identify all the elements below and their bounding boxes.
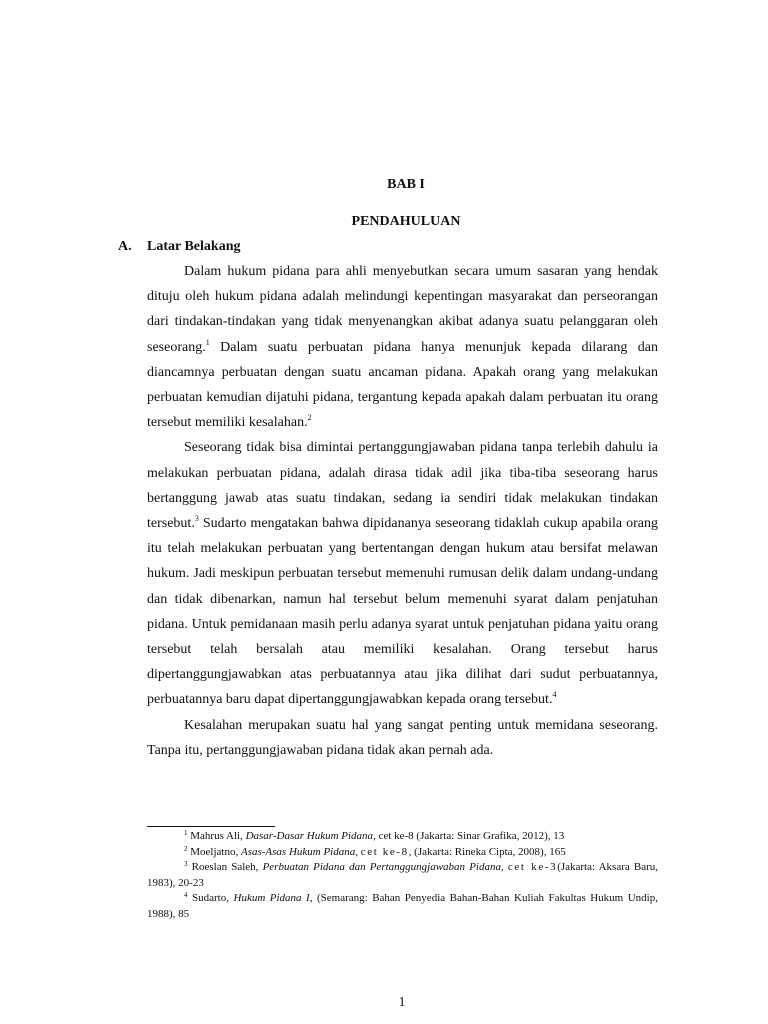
footnote-number: 4 <box>184 891 188 899</box>
footnote-author: Sudarto, <box>192 892 234 904</box>
footnote-title: Asas-Asas Hukum Pidana <box>240 845 356 858</box>
footnotes <box>147 829 658 922</box>
paragraph-text: Kesalahan merupakan suatu hal yang sangat penting untuk memidana seseorang. Tanpa itu, pertanggungjawaban pidana tidak akan pernah ada. <box>147 717 658 758</box>
footnote-ref: 2 <box>307 413 312 423</box>
footnote <box>147 860 658 891</box>
paragraph <box>147 435 658 712</box>
footnote-number: 3 <box>184 860 188 868</box>
footnote-title: Hukum Pidana I <box>233 892 310 904</box>
footnote-detail: , (Jakarta: Rineka Cipta, 2008), 165 <box>408 845 566 858</box>
paragraph-text: Dalam suatu perbuatan pidana hanya menunjuk kepada dilarang dan diancamnya perbuatan dengan suatu ancaman pidana. Apakah orang yang melakukan perbuatan kemudian dijatuhi pidana, tergantung kepada apakah dalam perbuatan itu orang tersebut memiliki kesalahan. <box>147 339 658 431</box>
footnote-detail: , (Semarang: Bahan Penyedia Bahan-Bahan Kuliah Fakultas Hukum Undip, 1988), 85 <box>147 892 658 920</box>
paragraph <box>147 259 658 435</box>
footnote-edition: cet ke-8 <box>360 845 409 858</box>
page-number <box>0 994 768 1012</box>
section-title: Latar Belakang <box>147 239 241 254</box>
page-number-text: 1 <box>398 995 406 1010</box>
footnote-title: Perbuatan Pidana dan Pertanggungjawaban Pidana <box>262 861 501 873</box>
section-heading <box>118 238 240 256</box>
chapter-number-text: BAB I <box>387 177 425 192</box>
footnote-author: Moeljatno, <box>190 845 241 858</box>
footnote <box>147 829 658 845</box>
chapter-number <box>0 176 768 194</box>
footnote-author: Mahrus Ali, <box>190 830 246 842</box>
section-letter: A. <box>118 239 132 254</box>
footnote-edition: cet ke-3 <box>507 861 558 873</box>
footnote-detail: , <box>355 845 361 858</box>
paragraph-text: Seseorang tidak bisa dimintai pertanggungjawaban pidana tanpa terlebih dahulu ia melakukan perbuatan pidana, adalah dirasa tidak adil jika tiba-tiba seseorang harus bertanggung jawab atas suatu tindakan, sedang ia sendiri tidak melakukan tindakan tersebut. <box>147 440 658 532</box>
footnote-separator <box>147 826 275 827</box>
paragraph <box>147 713 658 763</box>
footnote-detail: (Jakarta: Aksara Baru, 1983), 20-23 <box>147 861 659 889</box>
footnote-detail: , cet ke-8 (Jakarta: Sinar Grafika, 2012), 13 <box>373 830 565 842</box>
footnote-ref: 4 <box>552 690 557 700</box>
footnote-author: Roeslan Saleh, <box>191 861 263 873</box>
footnote-number: 2 <box>184 844 188 853</box>
chapter-title-text: PENDAHULUAN <box>351 214 461 229</box>
footnote <box>147 845 658 861</box>
paragraph-text: Dalam hukum pidana para ahli menyebutkan secara umum sasaran yang hendak dituju oleh hukum pidana adalah melindungi kepentingan masyarakat dan perseorangan dari tindakan-tindakan yang tidak menyenangkan akibat adanya suatu pelanggaran oleh seseorang. <box>147 264 658 355</box>
footnote-number: 1 <box>184 829 188 837</box>
paragraph-text: Sudarto mengatakan bahwa dipidananya seseorang tidaklah cukup apabila orang itu telah melakukan perbuatan yang bertentangan dengan hukum atau bersifat melawan hukum. Jadi meskipun perbuatan tersebut memenuhi rumusan delik dalam undang-undang dan tidak dibenarkan, namun hal tersebut belum memenuhi syarat dalam penjatuhan pidana. Untuk pemidanaan masih perlu adanya syarat untuk penjatuhan pidana yaitu orang tersebut telah bersalah atau memiliki kesalahan. Orang tersebut harus dipertanggungjawabkan atas perbuatannya atau jika dilihat dari sudut perbuatannya, perbuatannya baru dapat dipertanggungjawabkan kepada orang tersebut. <box>147 516 658 708</box>
footnote-ref: 3 <box>194 514 199 524</box>
footnote-detail: , <box>500 861 508 873</box>
body-text <box>147 259 658 763</box>
chapter-title <box>0 213 768 231</box>
footnote <box>147 891 658 922</box>
footnote-ref: 1 <box>205 337 210 347</box>
footnote-title: Dasar-Dasar Hukum Pidana <box>245 830 374 842</box>
